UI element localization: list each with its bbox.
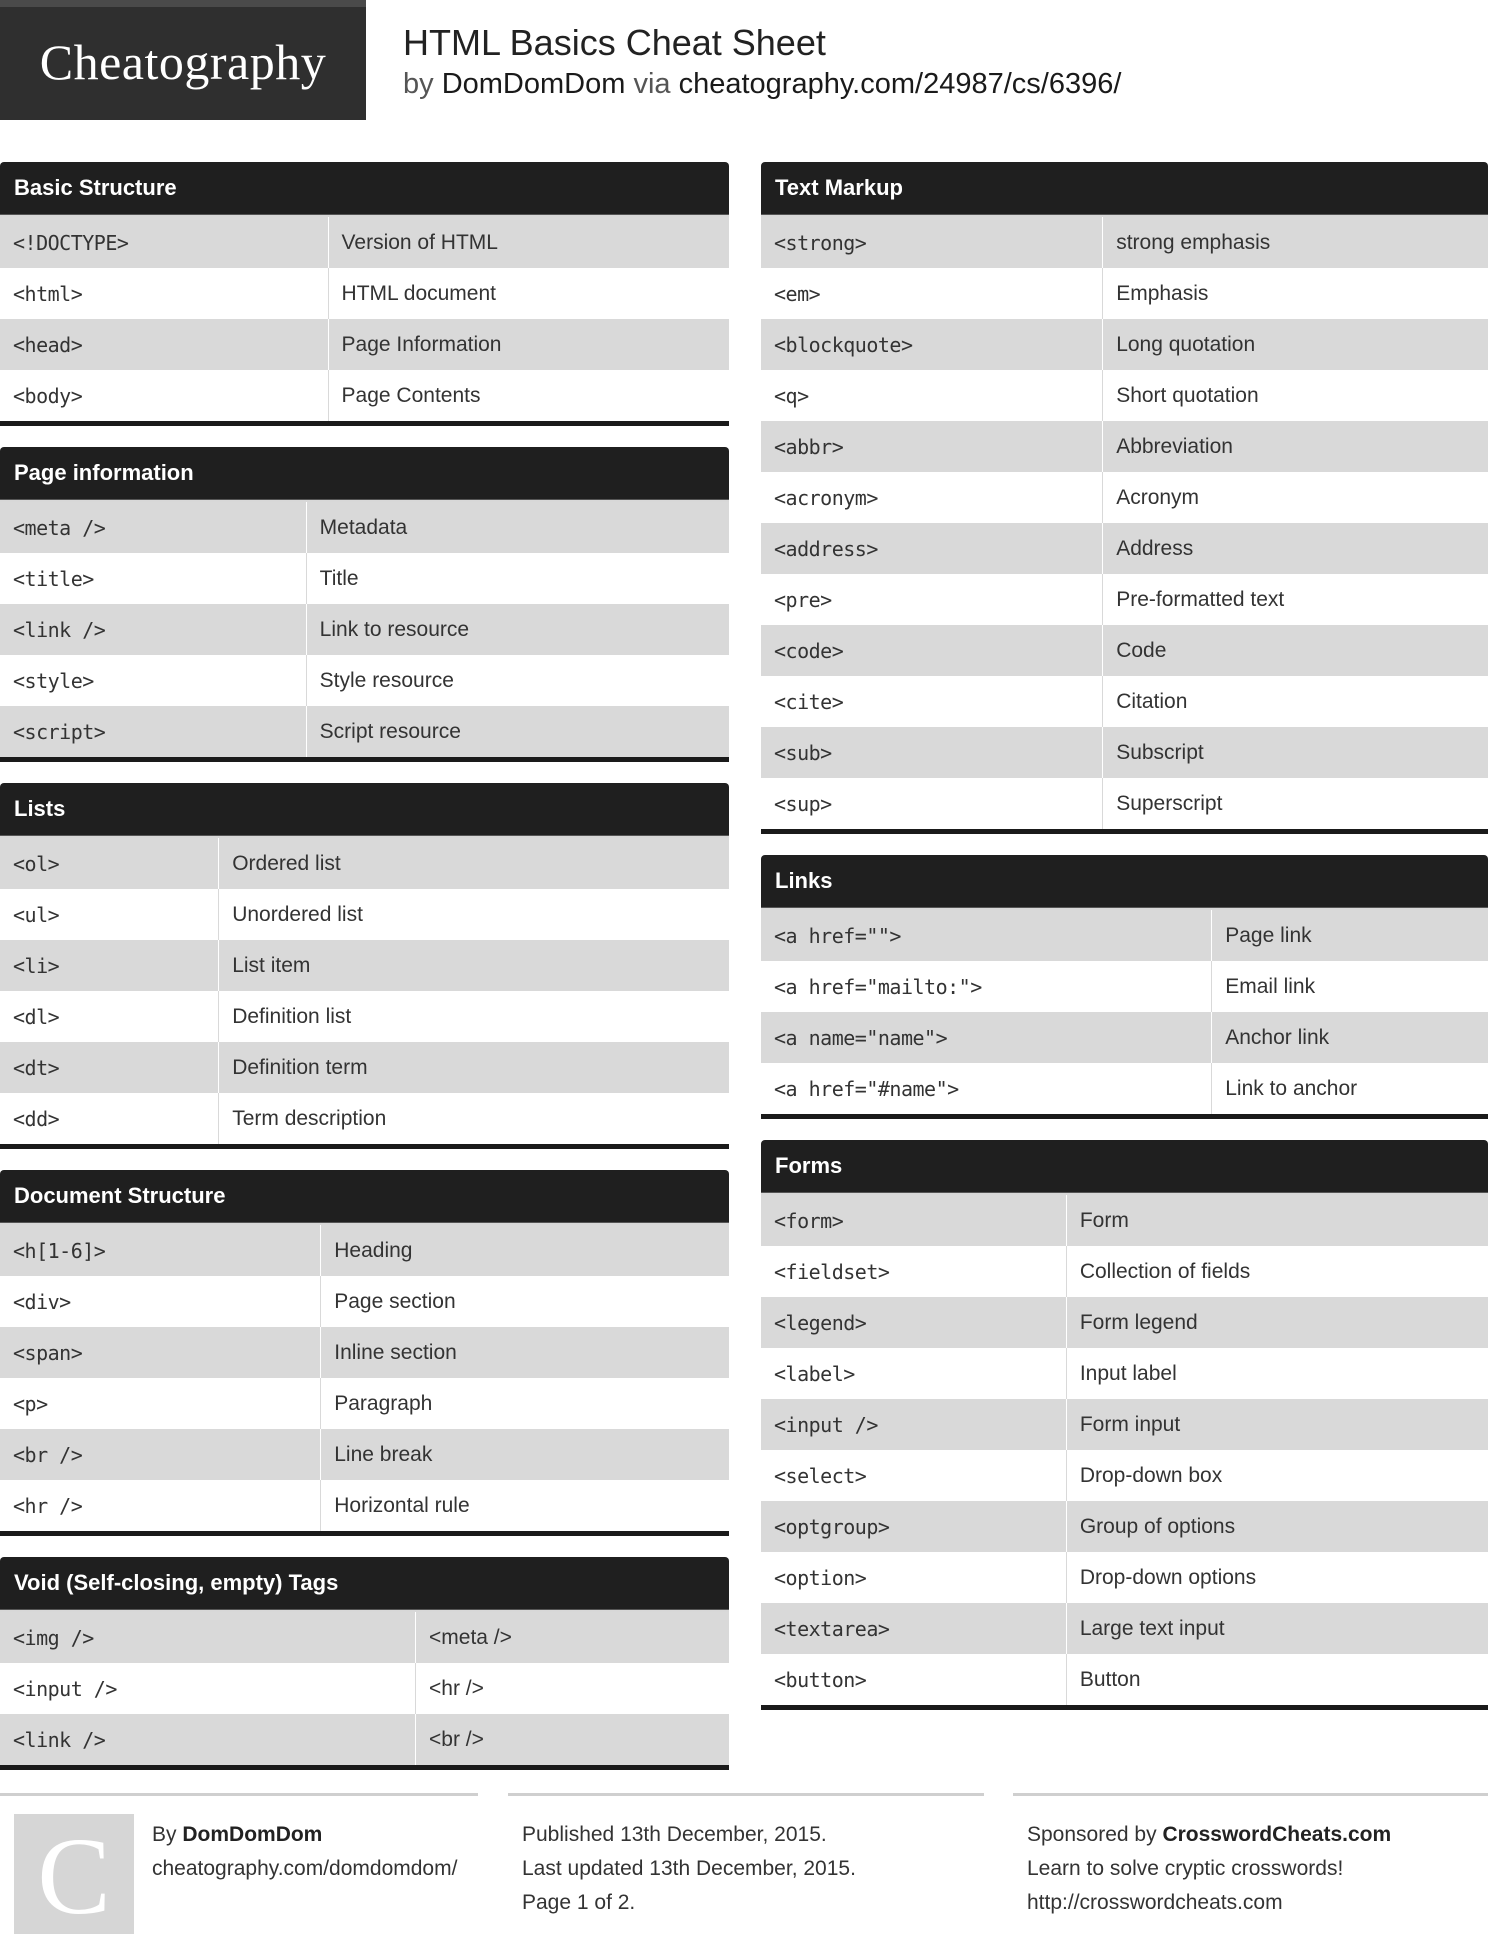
table-row [0, 553, 729, 604]
tag-cell: <ul> [0, 889, 219, 940]
description-cell: Long quotation [1103, 319, 1488, 370]
description-cell: Link to resource [306, 604, 729, 655]
footer-dates-text [522, 1818, 856, 1920]
description-cell: Page section [321, 1276, 729, 1327]
description-cell: Paragraph [321, 1378, 729, 1429]
section-table [761, 217, 1488, 829]
description-cell: Drop-down options [1066, 1552, 1488, 1603]
tag-cell: <link /> [0, 604, 306, 655]
table-row [0, 1225, 729, 1276]
tag-cell: <optgroup> [761, 1501, 1066, 1552]
tag-cell: <em> [761, 268, 1103, 319]
description-cell: Short quotation [1103, 370, 1488, 421]
section-table [0, 502, 729, 757]
section-title: Void (Self-closing, empty) Tags [0, 1557, 729, 1609]
tag-cell: <span> [0, 1327, 321, 1378]
description-cell: Large text input [1066, 1603, 1488, 1654]
table-row [761, 574, 1488, 625]
table-row [761, 1654, 1488, 1705]
section-title: Document Structure [0, 1170, 729, 1222]
description-cell: Emphasis [1103, 268, 1488, 319]
table-row [761, 370, 1488, 421]
description-cell: Horizontal rule [321, 1480, 729, 1531]
tag-cell: <li> [0, 940, 219, 991]
tag-cell: <meta /> [0, 502, 306, 553]
description-cell: Form legend [1066, 1297, 1488, 1348]
tag-cell: <sub> [761, 727, 1103, 778]
tag-cell: <input /> [761, 1399, 1066, 1450]
description-cell: Form [1066, 1195, 1488, 1246]
tag-cell: <form> [761, 1195, 1066, 1246]
tag-cell: <q> [761, 370, 1103, 421]
section-title: Page information [0, 447, 729, 499]
author-avatar[interactable]: C [14, 1814, 134, 1934]
table-row [761, 1063, 1488, 1114]
description-cell: Code [1103, 625, 1488, 676]
table-row [0, 1663, 729, 1714]
tag-cell: <option> [761, 1552, 1066, 1603]
byline-by: by [403, 68, 434, 100]
footer-author-block [0, 1793, 478, 1934]
sponsor-url[interactable]: http://crosswordcheats.com [1027, 1891, 1283, 1914]
description-cell: Definition list [219, 991, 729, 1042]
table-row [761, 523, 1488, 574]
description-cell: Subscript [1103, 727, 1488, 778]
description-cell: Address [1103, 523, 1488, 574]
tag-cell: <blockquote> [761, 319, 1103, 370]
table-row [0, 502, 729, 553]
table-row [761, 1552, 1488, 1603]
table-row [761, 319, 1488, 370]
tag-cell: <p> [0, 1378, 321, 1429]
description-cell: Page Information [328, 319, 729, 370]
tag-cell: <a href="mailto:"> [761, 961, 1212, 1012]
section-void-self-closing-empty-tags [0, 1557, 729, 1770]
table-row [0, 319, 729, 370]
description-cell: Drop-down box [1066, 1450, 1488, 1501]
tag-cell: <br /> [0, 1429, 321, 1480]
table-row [761, 421, 1488, 472]
table-row [761, 472, 1488, 523]
table-row [761, 1501, 1488, 1552]
tag-cell: <title> [0, 553, 306, 604]
section-table [0, 217, 729, 421]
sponsor-name[interactable]: CrosswordCheats.com [1162, 1823, 1392, 1846]
tag-cell: <ol> [0, 838, 219, 889]
description-cell: Acronym [1103, 472, 1488, 523]
tag-cell: <sup> [761, 778, 1103, 829]
footer-author-name[interactable]: DomDomDom [182, 1823, 323, 1846]
tag-cell: <legend> [761, 1297, 1066, 1348]
section-forms [761, 1140, 1488, 1710]
tag-cell: <hr /> [0, 1480, 321, 1531]
description-cell: Pre-formatted text [1103, 574, 1488, 625]
section-table [761, 1195, 1488, 1705]
published-date: Published 13th December, 2015. [522, 1823, 827, 1846]
table-row [0, 217, 729, 268]
tag-cell: <dl> [0, 991, 219, 1042]
tag-cell: <abbr> [761, 421, 1103, 472]
table-row [0, 1327, 729, 1378]
tag-cell: <html> [0, 268, 328, 319]
table-row [0, 706, 729, 757]
table-row [0, 604, 729, 655]
table-row [761, 625, 1488, 676]
table-row [0, 991, 729, 1042]
table-row [0, 370, 729, 421]
table-row [761, 1297, 1488, 1348]
table-row [761, 1246, 1488, 1297]
footer-sponsor-text [1027, 1818, 1391, 1920]
tag-cell: <cite> [761, 676, 1103, 727]
table-row [761, 1348, 1488, 1399]
tag-cell: <dd> [0, 1093, 219, 1144]
footer-by-label: By [152, 1823, 177, 1846]
description-cell: <br /> [416, 1714, 729, 1765]
section-basic-structure [0, 162, 729, 426]
tag-cell: <script> [0, 706, 306, 757]
section-title: Forms [761, 1140, 1488, 1192]
section-title: Links [761, 855, 1488, 907]
section-links [761, 855, 1488, 1119]
section-table [0, 838, 729, 1144]
table-row [0, 1429, 729, 1480]
table-row [0, 940, 729, 991]
table-row [0, 838, 729, 889]
table-row [0, 1042, 729, 1093]
description-cell: <meta /> [416, 1612, 729, 1663]
description-cell: strong emphasis [1103, 217, 1488, 268]
description-cell: Abbreviation [1103, 421, 1488, 472]
table-row [761, 1450, 1488, 1501]
tag-cell: <fieldset> [761, 1246, 1066, 1297]
table-row [0, 1093, 729, 1144]
section-document-structure [0, 1170, 729, 1536]
table-row [0, 1276, 729, 1327]
footer-author-text [152, 1818, 457, 1886]
table-row [761, 961, 1488, 1012]
tag-cell: <a href="#name"> [761, 1063, 1212, 1114]
footer-author-url[interactable]: cheatography.com/domdomdom/ [152, 1857, 458, 1880]
table-row [0, 1378, 729, 1429]
table-row [0, 655, 729, 706]
description-cell: Email link [1212, 961, 1488, 1012]
tag-cell: <img /> [0, 1612, 416, 1663]
description-cell: Metadata [306, 502, 729, 553]
tag-cell: <strong> [761, 217, 1103, 268]
tag-cell: <body> [0, 370, 328, 421]
tag-cell: <button> [761, 1654, 1066, 1705]
tag-cell: <acronym> [761, 472, 1103, 523]
section-table [0, 1225, 729, 1531]
sheet-url-link[interactable]: cheatography.com/24987/cs/6396/ [678, 68, 1122, 100]
left-column [0, 162, 729, 1791]
tag-cell: <head> [0, 319, 328, 370]
section-lists [0, 783, 729, 1149]
table-row [761, 727, 1488, 778]
cheatography-logo[interactable]: Cheatography [0, 0, 366, 120]
section-title: Lists [0, 783, 729, 835]
table-row [761, 676, 1488, 727]
tag-cell: <code> [761, 625, 1103, 676]
tag-cell: <address> [761, 523, 1103, 574]
author-link[interactable]: DomDomDom [441, 68, 626, 100]
description-cell: Page Contents [328, 370, 729, 421]
table-row [0, 889, 729, 940]
table-row [761, 778, 1488, 829]
table-row [0, 268, 729, 319]
right-column [761, 162, 1488, 1731]
footer-dates-block [508, 1793, 984, 1934]
tag-cell: <h[1-6]> [0, 1225, 321, 1276]
page-footer [0, 1793, 1493, 1934]
tag-cell: <textarea> [761, 1603, 1066, 1654]
sponsor-label: Sponsored by [1027, 1823, 1157, 1846]
description-cell: Style resource [306, 655, 729, 706]
description-cell: Script resource [306, 706, 729, 757]
table-row [761, 910, 1488, 961]
page-title: HTML Basics Cheat Sheet [403, 22, 826, 63]
description-cell: Inline section [321, 1327, 729, 1378]
description-cell: Anchor link [1212, 1012, 1488, 1063]
footer-by-line [152, 1818, 457, 1852]
description-cell: Link to anchor [1212, 1063, 1488, 1114]
tag-cell: <a href=""> [761, 910, 1212, 961]
section-table [0, 1612, 729, 1765]
byline-via: via [633, 68, 671, 100]
description-cell: Page link [1212, 910, 1488, 961]
description-cell: Unordered list [219, 889, 729, 940]
description-cell: Title [306, 553, 729, 604]
description-cell: Line break [321, 1429, 729, 1480]
tag-cell: <select> [761, 1450, 1066, 1501]
table-row [0, 1480, 729, 1531]
description-cell: Definition term [219, 1042, 729, 1093]
description-cell: Superscript [1103, 778, 1488, 829]
section-page-information [0, 447, 729, 762]
description-cell: List item [219, 940, 729, 991]
description-cell: HTML document [328, 268, 729, 319]
sponsor-tagline: Learn to solve cryptic crosswords! [1027, 1857, 1344, 1880]
description-cell: Ordered list [219, 838, 729, 889]
tag-cell: <dt> [0, 1042, 219, 1093]
description-cell: <hr /> [416, 1663, 729, 1714]
tag-cell: <a name="name"> [761, 1012, 1212, 1063]
table-row [761, 1195, 1488, 1246]
table-row [0, 1612, 729, 1663]
byline [403, 68, 1121, 101]
section-text-markup [761, 162, 1488, 834]
description-cell: Term description [219, 1093, 729, 1144]
sponsor-line [1027, 1818, 1391, 1852]
description-cell: Input label [1066, 1348, 1488, 1399]
tag-cell: <style> [0, 655, 306, 706]
tag-cell: <div> [0, 1276, 321, 1327]
updated-date: Last updated 13th December, 2015. [522, 1857, 856, 1880]
page-number: Page 1 of 2. [522, 1891, 636, 1914]
description-cell: Version of HTML [328, 217, 729, 268]
tag-cell: <link /> [0, 1714, 416, 1765]
description-cell: Form input [1066, 1399, 1488, 1450]
page-header [0, 0, 1493, 120]
description-cell: Group of options [1066, 1501, 1488, 1552]
description-cell: Button [1066, 1654, 1488, 1705]
table-row [761, 217, 1488, 268]
tag-cell: <!DOCTYPE> [0, 217, 328, 268]
tag-cell: <input /> [0, 1663, 416, 1714]
table-row [0, 1714, 729, 1765]
section-title: Basic Structure [0, 162, 729, 214]
table-row [761, 268, 1488, 319]
table-row [761, 1399, 1488, 1450]
footer-sponsor-block [1013, 1793, 1488, 1934]
table-row [761, 1012, 1488, 1063]
section-table [761, 910, 1488, 1114]
tag-cell: <pre> [761, 574, 1103, 625]
tag-cell: <label> [761, 1348, 1066, 1399]
description-cell: Citation [1103, 676, 1488, 727]
section-title: Text Markup [761, 162, 1488, 214]
description-cell: Collection of fields [1066, 1246, 1488, 1297]
description-cell: Heading [321, 1225, 729, 1276]
table-row [761, 1603, 1488, 1654]
